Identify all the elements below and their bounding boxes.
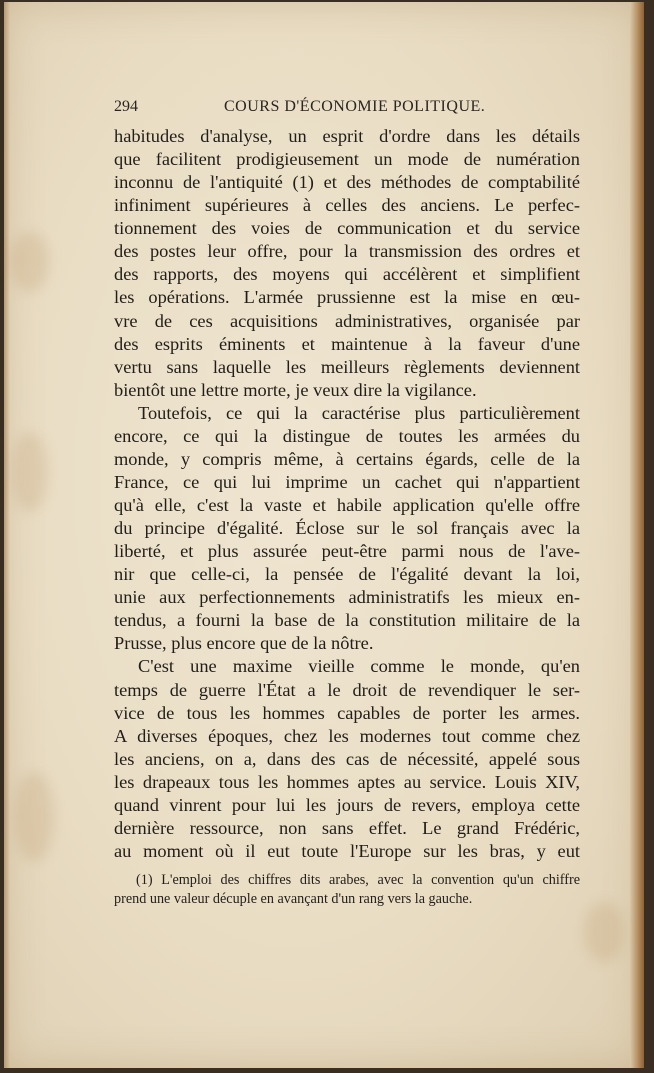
text-line: inconnu de l'antiquité (1) et des méthodes de comptabilité — [114, 172, 580, 193]
footnote-line: (1) L'emploi des chiffres dits arabes, avec la convention qu'un chiffre — [136, 872, 580, 888]
text-line: les anciens, on a, dans des cas de nécessité, appelé sous — [114, 748, 580, 769]
text-line: vice de tous les hommes capables de porter les armes. — [114, 702, 580, 723]
text-line: des esprits éminents et maintenue à la faveur d'une — [114, 333, 580, 354]
text-line: monde, y compris même, à certains égards, celle de la — [114, 448, 580, 469]
text-line: tendus, a fourni la base de la constitution militaire de la — [114, 610, 580, 631]
paper-stain — [12, 432, 48, 512]
paragraph-start-line: Toutefois, ce qui la caractérise plus particulièrement — [138, 402, 580, 423]
text-line: dernière ressource, non sans effet. Le grand Frédéric, — [114, 817, 580, 838]
text-line: que facilitent prodigieusement un mode de numération — [114, 149, 580, 170]
text-line: bientôt une lettre morte, je veux dire la vigilance. — [114, 379, 477, 400]
running-header — [114, 98, 580, 122]
footnote — [114, 871, 580, 909]
text-line: temps de guerre l'État a le droit de revendiquer le ser- — [114, 679, 580, 700]
text-line: les drapeaux tous les hommes aptes au service. Louis XIV, — [114, 771, 580, 792]
paper-stain — [10, 232, 50, 292]
text-line: habitudes d'analyse, un esprit d'ordre dans les détails — [114, 126, 580, 146]
text-line: quand vinrent pour lui les jours de revers, employa cette — [114, 794, 580, 815]
text-line: France, ce qui lui imprime un cachet qui n'appartient — [114, 471, 580, 492]
text-line: du principe d'égalité. Éclose sur le sol français avec la — [114, 518, 580, 539]
page-number: 294 — [114, 98, 138, 115]
text-line: les opérations. L'armée prussienne est la mise en œu- — [114, 287, 580, 308]
body-text — [114, 125, 580, 863]
page-left-edge — [4, 2, 10, 1068]
text-line: vre de ces acquisitions administratives, organisée par — [114, 310, 580, 331]
text-line: A diverses époques, chez les modernes tout comme chez — [114, 725, 580, 746]
text-line: unie aux perfectionnements administratifs les mieux en- — [114, 587, 580, 608]
text-line: tionnement des voies de communication et du service — [114, 218, 580, 239]
text-line: infiniment supérieures à celles des anciens. Le perfec- — [114, 195, 580, 216]
paper-stain — [584, 902, 624, 962]
text-line: Prusse, plus encore que de la nôtre. — [114, 633, 374, 654]
paper-stain — [14, 772, 54, 862]
footnote-line: prend une valeur décuple en avançant d'un rang vers la gauche. — [114, 891, 473, 907]
text-line: au moment où il eut toute l'Europe sur les bras, y eut — [114, 840, 580, 861]
paragraph-start-line: C'est une maxime vieille comme le monde, qu'en — [138, 656, 580, 677]
text-line: liberté, et plus assurée peut-être parmi nous de l'ave- — [114, 541, 580, 562]
text-line: des postes leur offre, pour la transmission des ordres et — [114, 241, 580, 262]
text-line: des rapports, des moyens qui accélèrent et simplifient — [114, 264, 580, 285]
text-line: qu'à elle, c'est la vaste et habile application qu'elle offre — [114, 495, 580, 515]
running-title: COURS D'ÉCONOMIE POLITIQUE. — [224, 98, 486, 115]
text-line: nir que celle-ci, la pensée de l'égalité devant la loi, — [114, 564, 580, 585]
page-right-edge — [630, 2, 644, 1068]
text-line: vertu sans laquelle les meilleurs règlements deviennent — [114, 356, 580, 377]
text-line: encore, ce qui la distingue de toutes les armées du — [114, 425, 580, 446]
